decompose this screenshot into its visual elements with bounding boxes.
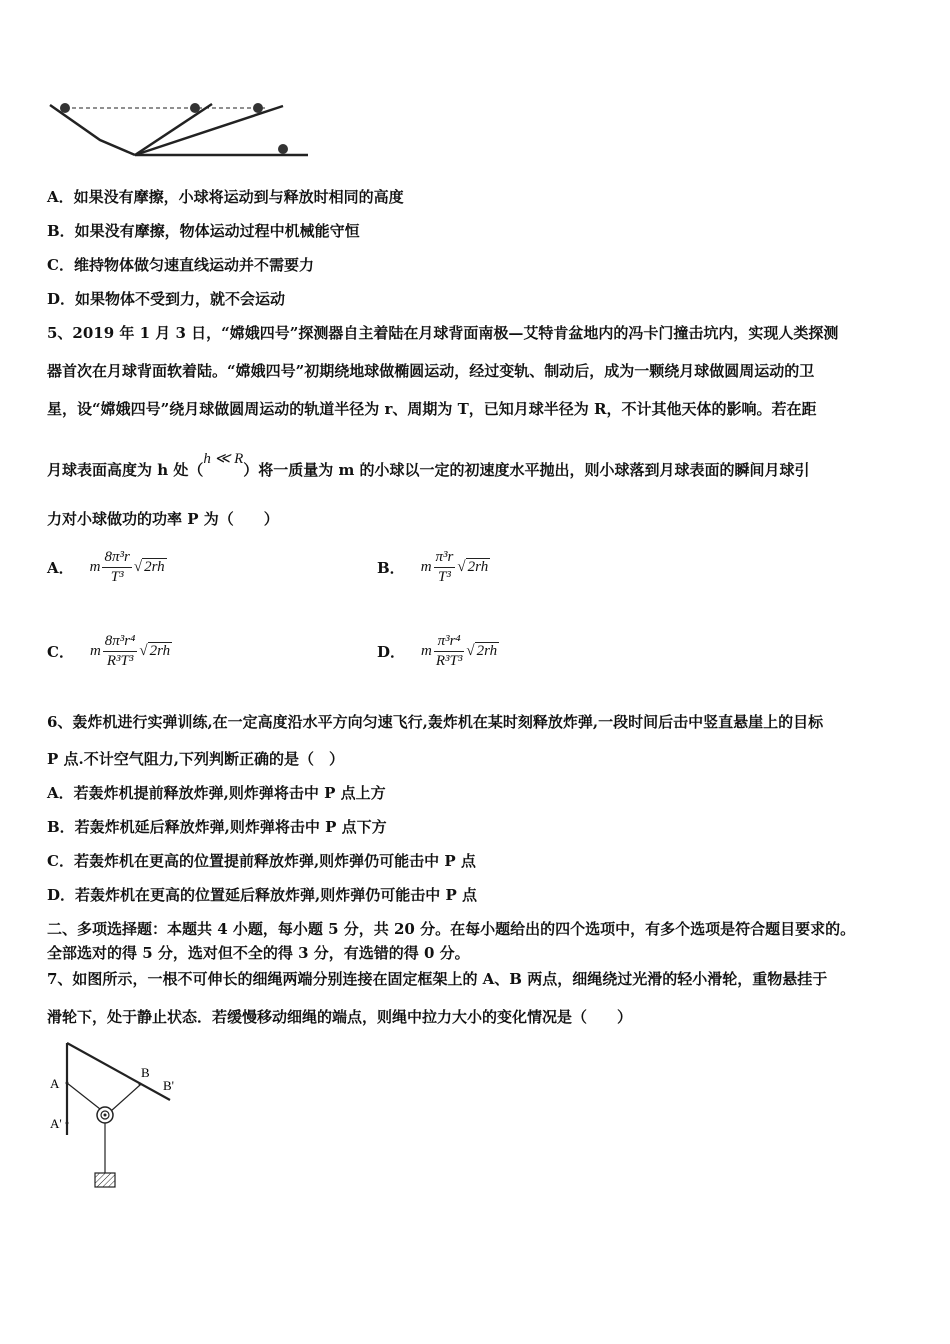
numerator: π³r <box>434 548 456 568</box>
point-b-dot <box>139 1083 142 1086</box>
q5-option-a <box>47 548 167 587</box>
left-ramp <box>50 105 135 155</box>
q6-line1: 6、轰炸机进行实弹训练,在一定高度沿水平方向匀速飞行,轰炸机在某时刻释放炸弹,一段时间后击中竖直悬崖上的目标 <box>47 713 824 731</box>
q5-option-b <box>377 548 490 587</box>
q5-line3: 星，设“嫦娥四号”绕月球做圆周运动的轨道半径为 r、周期为 T，已知月球半径为 R，不计其他天体的影响。若在距 <box>47 400 817 418</box>
pulley-axle <box>104 1114 107 1117</box>
q5-line5: 力对小球做功的功率 P 为（ ） <box>47 510 279 528</box>
q4-option-b: B．如果没有摩擦，物体运动过程中机械能守恒 <box>47 222 360 240</box>
q6-option-a: A．若轰炸机提前释放炸弹,则炸弹将击中 P 点上方 <box>47 784 386 802</box>
point-a-dot <box>66 1082 69 1085</box>
option-letter: D． <box>377 643 406 661</box>
denominator: T³ <box>110 569 124 585</box>
option-letter: B． <box>377 559 405 577</box>
ball-gentle <box>253 103 263 113</box>
mass-symbol: m <box>421 643 432 659</box>
q6-line2: P 点.不计空气阻力,下列判断正确的是（ ） <box>47 750 344 768</box>
q6-option-b: B．若轰炸机延后释放炸弹,则炸弹将击中 P 点下方 <box>47 818 387 836</box>
numerator: 8π³r⁴ <box>103 632 138 652</box>
q7-line1: 7、如图所示，一根不可伸长的细绳两端分别连接在固定框架上的 A、B 两点，细绳绕过光滑的轻小滑轮，重物悬挂于 <box>47 970 828 988</box>
numerator: π³r⁴ <box>434 632 465 652</box>
sqrt: √ 2rh <box>139 643 171 659</box>
section2-line1: 二、多项选择题：本题共 4 小题，每小题 5 分，共 20 分。在每小题给出的四个选项中，有多个选项是符合题目要求的。 <box>47 920 856 938</box>
denominator: T³ <box>438 569 451 585</box>
numerator: 8π³r <box>102 548 131 568</box>
radicand: 2rh <box>149 643 171 659</box>
point-a-prime-dot <box>66 1122 69 1125</box>
section2-line2: 全部选对的得 5 分，选对但不全的得 3 分，有选错的得 0 分。 <box>47 944 470 962</box>
mass-symbol: m <box>89 559 101 575</box>
sqrt: √ 2rh <box>466 643 498 659</box>
mass-symbol: m <box>420 559 432 575</box>
gentle-ramp <box>135 106 283 155</box>
q5-line1: 5、2019 年 1 月 3 日，“嫦娥四号”探测器自主着陆在月球背面南极—艾特肯盆地内的冯卡门撞击坑内，实现人类探测 <box>47 324 839 342</box>
radicand: 2rh <box>144 559 165 575</box>
q5-option-d <box>377 632 499 671</box>
option-letter: A． <box>47 559 74 577</box>
pulley-figure <box>45 1035 190 1195</box>
option-letter: C． <box>47 643 74 661</box>
q4-option-d: D．如果物体不受到力，就不会运动 <box>47 290 286 308</box>
rope-left <box>67 1083 100 1109</box>
radicand: 2rh <box>476 643 498 659</box>
q5-line4 <box>47 451 810 481</box>
q7-line2: 滑轮下，处于静止状态．若缓慢移动细绳的端点，则绳中拉力大小的变化情况是（ ） <box>47 1008 633 1026</box>
steep-ramp <box>135 104 212 155</box>
label-b-prime: B' <box>163 1078 175 1093</box>
q4-option-a: A．如果没有摩擦，小球将运动到与释放时相同的高度 <box>47 188 404 206</box>
ball-start <box>60 103 70 113</box>
q6-option-d: D．若轰炸机在更高的位置延后释放炸弹,则炸弹仍可能击中 P 点 <box>47 886 477 904</box>
fraction <box>102 548 131 587</box>
frame-incline <box>67 1043 170 1100</box>
denominator: R³T³ <box>435 653 463 669</box>
label-a-prime: A' <box>50 1116 62 1131</box>
q6-option-c: C．若轰炸机在更高的位置提前释放炸弹,则炸弹仍可能击中 P 点 <box>47 852 476 870</box>
q5-condition: h ≪ R <box>203 451 244 467</box>
q5-option-c <box>47 632 172 671</box>
label-b: B <box>141 1065 150 1080</box>
mass-symbol: m <box>89 643 101 659</box>
fraction <box>434 632 465 671</box>
fraction <box>434 548 456 587</box>
hanging-weight <box>95 1173 115 1187</box>
sqrt: √ 2rh <box>133 559 165 575</box>
rope-right <box>111 1085 140 1111</box>
denominator: R³T³ <box>106 653 134 669</box>
fraction <box>103 632 138 671</box>
ball-steep <box>190 103 200 113</box>
q5-line2: 器首次在月球背面软着陆。“嫦娥四号”初期绕地球做椭圆运动，经过变轨、制动后，成为一颗绕月球做圆周运动的卫 <box>47 362 815 380</box>
ball-flat <box>278 144 288 154</box>
ramp-figure <box>40 95 320 165</box>
label-a: A <box>50 1076 60 1091</box>
q4-option-c: C．维持物体做匀速直线运动并不需要力 <box>47 256 314 274</box>
radicand: 2rh <box>467 559 489 575</box>
q5-line4b: ）将一质量为 m 的小球以一定的初速度水平抛出，则小球落到月球表面的瞬间月球引 <box>243 461 810 479</box>
q5-line4a: 月球表面高度为 h 处（ <box>47 461 204 479</box>
sqrt: √ 2rh <box>457 559 489 575</box>
